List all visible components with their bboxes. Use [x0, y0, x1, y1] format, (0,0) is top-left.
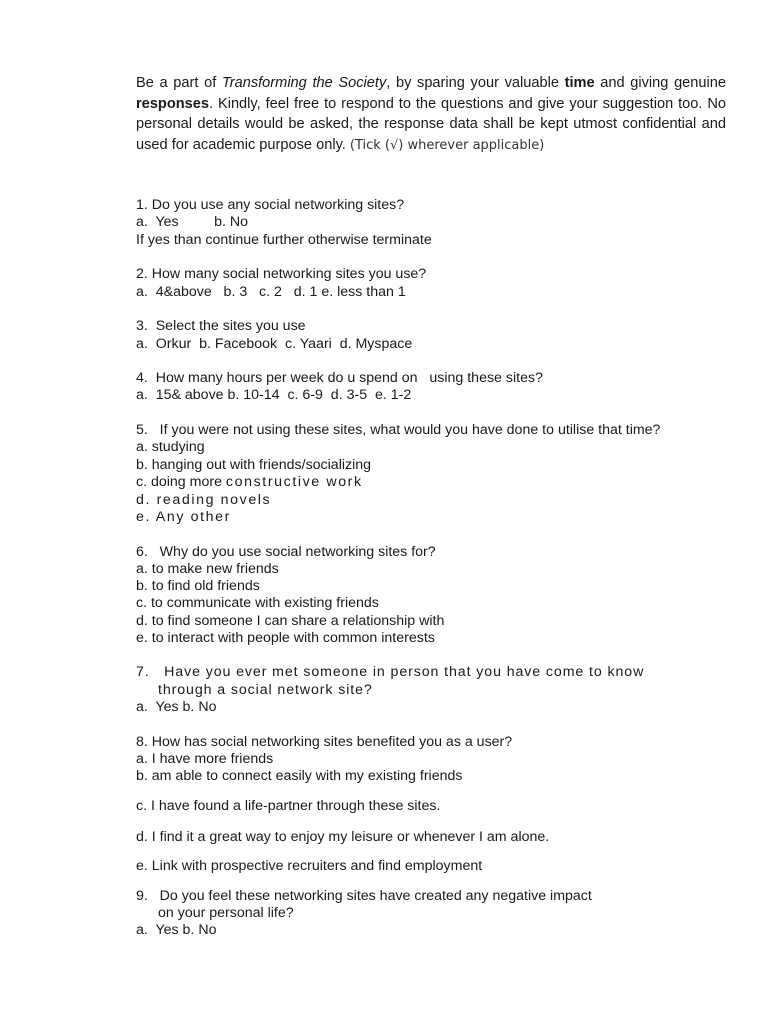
- option-c-prefix: c. doing more: [136, 474, 226, 490]
- question-8-option-d: d. I find it a great way to enjoy my leisure or whenever I am alone.: [136, 829, 550, 845]
- intro-text-3: and giving genuine: [594, 75, 727, 91]
- question-5-option-a: a. studying: [136, 439, 205, 455]
- intro-text-2: , by sparing your valuable: [386, 75, 565, 91]
- intro-text-1: Be a part of: [136, 75, 222, 91]
- tick-instruction: (Tick (√) wherever applicable): [349, 137, 545, 153]
- question-7: 7. Have you ever met someone in person that you have come to know: [136, 664, 645, 680]
- intro-paragraph: [136, 73, 726, 156]
- question-7-continued: through a social network site?: [158, 682, 373, 698]
- intro-text-4: . Kindly, feel free to respond to the questions and give your suggestion too. No personal details would be asked, the response data shall be kept utmost confidential and used for academic purpose only.: [136, 95, 726, 153]
- question-5-option-e: e. Any other: [136, 509, 231, 525]
- question-5: 5. If you were not using these sites, what would you have done to utilise that time?: [136, 422, 661, 438]
- question-1: 1. Do you use any social networking sites?: [136, 197, 405, 213]
- question-6-option-d: d. to find someone I can share a relationship with: [136, 613, 445, 629]
- question-6-option-c: c. to communicate with existing friends: [136, 595, 379, 611]
- question-8-option-e: e. Link with prospective recruiters and find employment: [136, 858, 483, 874]
- question-8: 8. How has social networking sites benefited you as a user?: [136, 734, 513, 750]
- question-3-options: a. Orkur b. Facebook c. Yaari d. Myspace: [136, 336, 413, 352]
- question-6-option-a: a. to make new friends: [136, 561, 279, 577]
- question-6-option-e: e. to interact with people with common interests: [136, 630, 435, 646]
- question-7-options: a. Yes b. No: [136, 699, 217, 715]
- question-2-options: a. 4&above b. 3 c. 2 d. 1 e. less than 1: [136, 284, 406, 300]
- question-3: 3. Select the sites you use: [136, 318, 306, 334]
- question-8-option-a: a. I have more friends: [136, 751, 274, 767]
- question-9-continued: on your personal life?: [158, 905, 294, 921]
- question-4: 4. How many hours per week do u spend on using these sites?: [136, 370, 543, 386]
- intro-bold-time: time: [564, 75, 595, 91]
- question-6: 6. Why do you use social networking sites for?: [136, 544, 436, 560]
- question-5-option-b: b. hanging out with friends/socializing: [136, 457, 372, 473]
- question-1-note: If yes than continue further otherwise terminate: [136, 232, 432, 248]
- intro-bold-responses: responses: [136, 95, 210, 112]
- question-8-option-b: b. am able to connect easily with my existing friends: [136, 768, 463, 784]
- question-2: 2. How many social networking sites you use?: [136, 266, 427, 282]
- question-4-options: a. 15& above b. 10-14 c. 6-9 d. 3-5 e. 1-2: [136, 387, 412, 403]
- question-5-option-c: [136, 474, 363, 491]
- question-1-options: a. Yes b. No: [136, 214, 248, 230]
- option-c-spaced: constructive work: [225, 474, 363, 490]
- intro-emphasis: Transforming the Society: [221, 75, 387, 91]
- question-9-options: a. Yes b. No: [136, 922, 217, 938]
- question-9: 9. Do you feel these networking sites have created any negative impact: [136, 888, 592, 904]
- question-6-option-b: b. to find old friends: [136, 578, 260, 594]
- question-5-option-d: d. reading novels: [136, 492, 272, 508]
- question-8-option-c: c. I have found a life-partner through these sites.: [136, 798, 441, 814]
